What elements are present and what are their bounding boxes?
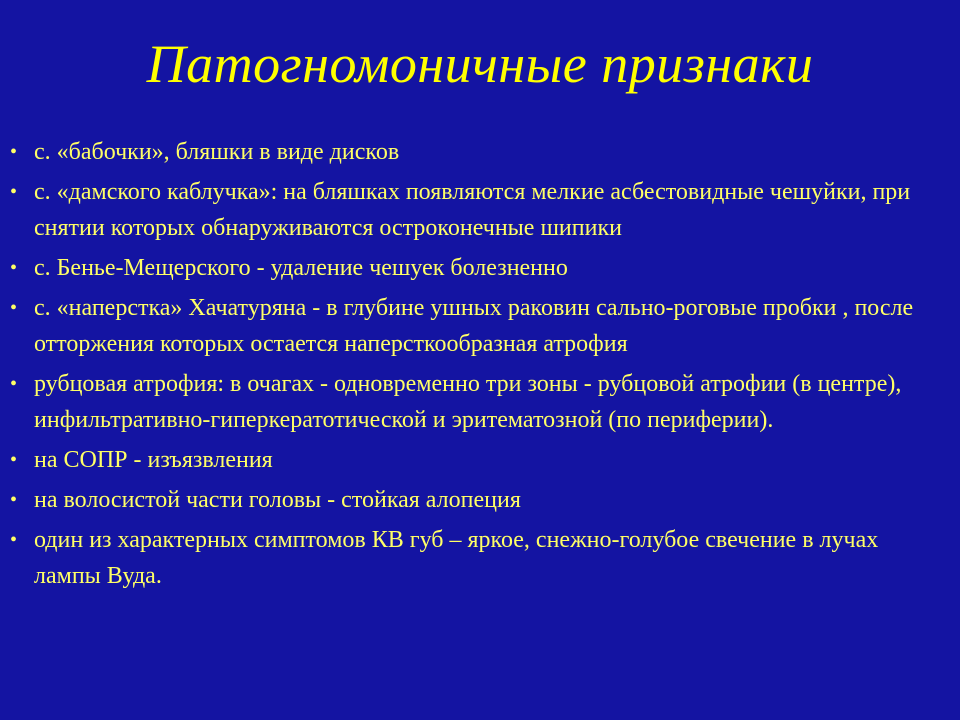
bullet-icon: •: [10, 449, 18, 471]
bullet-icon: •: [10, 181, 18, 203]
bullet-icon: •: [10, 489, 18, 511]
bullet-icon: •: [10, 373, 18, 395]
list-item-text: с. «наперстка» Хачатуряна - в глубине ушных раковин сально-роговые пробки , после отторжения которых остается наперсткообразная атрофия: [34, 295, 914, 357]
list-item: [10, 522, 950, 594]
list-item: [10, 250, 950, 286]
list-item-text: с. «бабочки», бляшки в виде дисков: [34, 139, 400, 165]
list-item: [10, 442, 950, 478]
slide-title: Патогномоничные признаки: [146, 34, 814, 94]
bullet-icon: •: [10, 529, 18, 551]
bullet-icon: •: [10, 257, 18, 279]
bullet-icon: •: [10, 297, 18, 319]
list-item-text: рубцовая атрофия: в очагах - одновременно три зоны - рубцовой атрофии (в центре), инфильтративно-гиперкератотической и эритематозной (по периферии).: [34, 371, 902, 433]
list-item-text: на СОПР - изъязвления: [34, 447, 273, 473]
list-item-text: один из характерных симптомов КВ губ – яркое, снежно-голубое свечение в лучах лампы Вуда.: [34, 527, 879, 589]
list-item: [10, 134, 950, 170]
list-item: [10, 290, 950, 362]
bullet-icon: •: [10, 141, 18, 163]
list-item: [10, 366, 950, 438]
list-item: [10, 482, 950, 518]
list-item-text: на волосистой части головы - стойкая алопеция: [34, 487, 521, 513]
list-item: [10, 174, 950, 246]
list-item-text: с. Бенье-Мещерского - удаление чешуек болезненно: [34, 255, 568, 281]
bullet-list: [10, 134, 950, 598]
list-item-text: с. «дамского каблучка»: на бляшках появляются мелкие асбестовидные чешуйки, при снятии которых обнаруживаются остроконечные шипики: [34, 179, 911, 241]
